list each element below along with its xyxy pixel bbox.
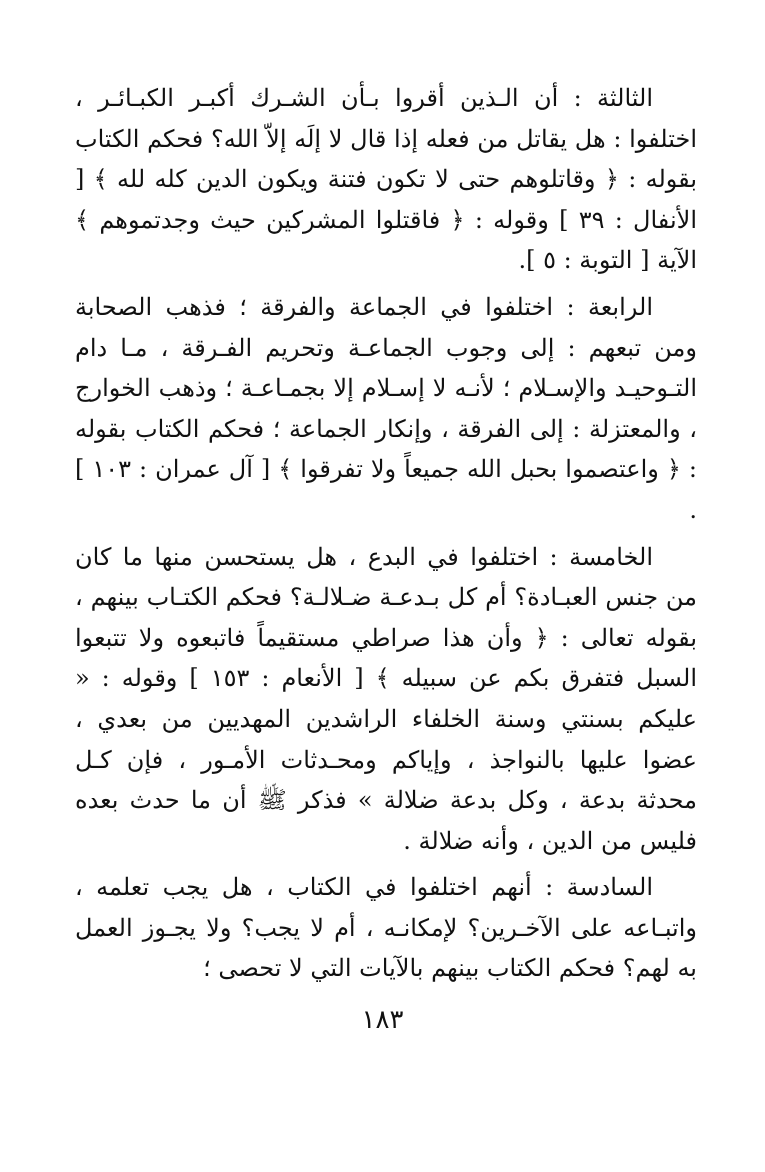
paragraph-sixth: السادسة : أنهم اختلفوا في الكتاب ، هل يجب تعلمه ، واتبـاعه على الآخـرين؟ لإمكانـه ، أم لا يجب؟ ولا يجـوز العمل به لهم؟ فحكم الكتاب بينهم بالآيات التي لا تحصى ؛ bbox=[75, 873, 697, 983]
paragraph-third: الثالثة : أن الـذين أقروا بـأن الشـرك أكبـر الكبـائـر ، اختلفوا : هل يقاتل من فعله إذا قال لا إلَه إلاّ الله؟ فحكم الكتاب بقوله : ﴿ وقاتلوهم حتى لا تكون فتنة ويكون الدين كله لله ﴾ [ الأنفال : ٣٩ ] وقوله : ﴿ فاقتلوا المشركين حيث وجدتموهم ﴾ الآية [ التوبة : ٥ ]. bbox=[75, 84, 697, 275]
paragraph-fifth: الخامسة : اختلفوا في البدع ، هل يستحسن منها ما كان من جنس العبـادة؟ أم كل بـدعـة ضـلالـة؟ فحكم الكتـاب بينهم ، بقوله تعالى : ﴿ وأن هذا صراطي مستقيماً فاتبعوه ولا تتبعوا السبل فتفرق بكم عن سبيله ﴾ [ الأنعام : ١٥٣ ] وقوله : « عليكم بسنتي وسنة الخلفاء الراشدين المهديين من بعدي ، عضوا عليها بالنواجذ ، وإياكم ومحـدثات الأمـور ، فإن كـل محدثة بدعة ، وكل بدعة ضلالة » فذكر ﷺ أن ما حدث بعده فليس من الدين ، وأنه ضلالة . bbox=[75, 542, 697, 855]
body-text bbox=[75, 78, 697, 995]
paragraph-fourth: الرابعة : اختلفوا في الجماعة والفرقة ؛ فذهب الصحابة ومن تبعهم : إلى وجوب الجماعـة وتحريم الفـرقة ، مـا دام التـوحيـد والإسـلام ؛ لأنـه لا إسـلام إلا بجمـاعـة ؛ وذهب الخوارج ، والمعتزلة : إلى الفرقة ، وإنكار الجماعة ؛ فحكم الكتاب بقوله : ﴿ واعتصموا بحبل الله جميعاً ولا تفرقوا ﴾ [ آل عمران : ١٠٣ ] . bbox=[75, 292, 697, 524]
page-number: ١٨٣ bbox=[361, 1005, 404, 1035]
